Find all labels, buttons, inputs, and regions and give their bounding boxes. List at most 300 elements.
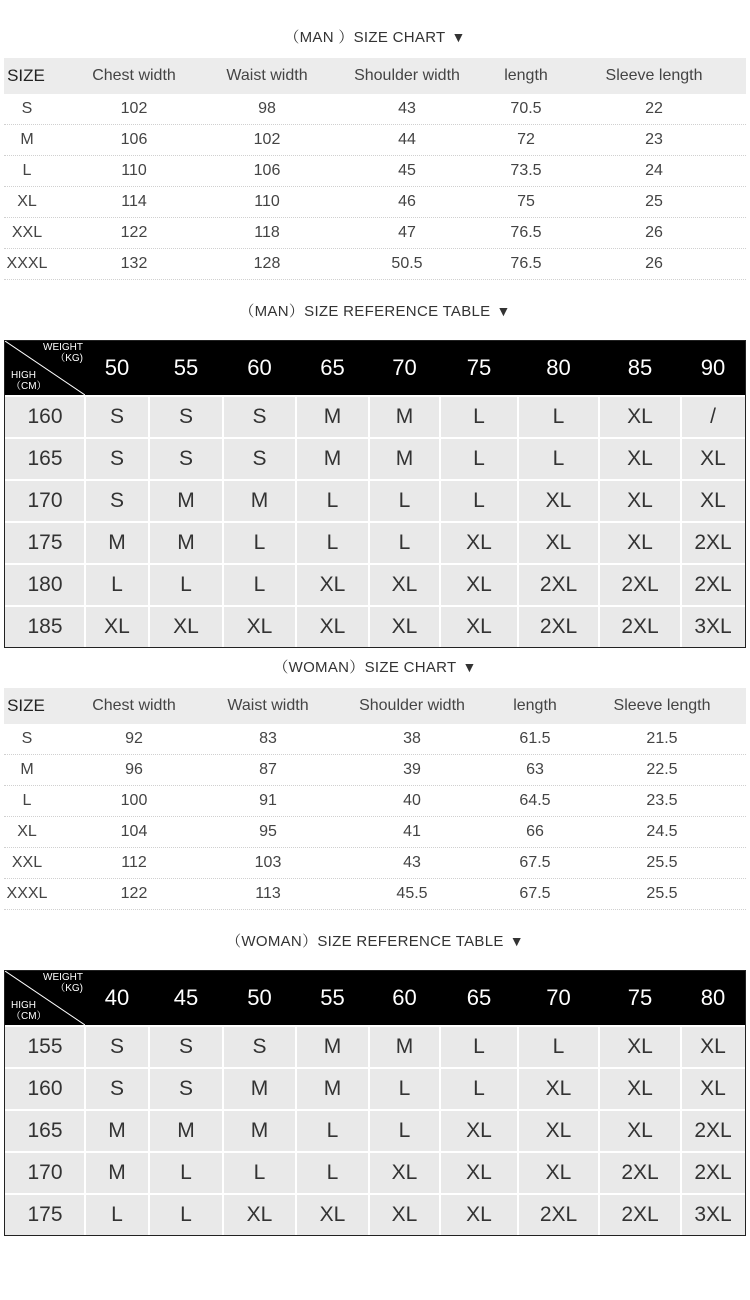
- measurement-cell: 23: [645, 131, 663, 148]
- column-divider: [368, 481, 370, 521]
- reference-row: [5, 1193, 745, 1235]
- measurement-cell: 61.5: [519, 730, 551, 747]
- size-chart-row: [4, 817, 746, 848]
- size-chart-row: [4, 156, 746, 187]
- size-cell: M: [323, 405, 342, 428]
- column-divider: [680, 1069, 682, 1109]
- cm-label: （CM）: [11, 381, 47, 392]
- column-divider: [295, 397, 297, 437]
- size-cell: M: [250, 1077, 269, 1100]
- measurement-cell: 76.5: [510, 224, 542, 241]
- size-cell: XL: [391, 615, 418, 638]
- size-cell: XL: [104, 615, 130, 638]
- column-divider: [84, 607, 86, 647]
- size-cell: /: [710, 405, 716, 428]
- measurement-cell: 110: [121, 162, 147, 179]
- column-divider: [148, 1069, 150, 1109]
- size-cell: L: [180, 1203, 192, 1226]
- size-cell: XL: [627, 447, 653, 470]
- woman-reference-heading: [0, 930, 750, 951]
- column-divider: [598, 1153, 600, 1193]
- size-cell: L: [473, 1035, 485, 1058]
- size-cell: XL: [627, 1077, 653, 1100]
- column-divider: [598, 481, 600, 521]
- size-chart-header-cell: length: [513, 697, 557, 714]
- reference-row: [5, 521, 745, 563]
- weight-header-cell: 80: [700, 985, 726, 1010]
- column-divider: [517, 1153, 519, 1193]
- weight-header-cell: 75: [466, 355, 492, 380]
- measurement-cell: 66: [526, 823, 544, 840]
- column-divider: [368, 1027, 370, 1067]
- height-cell: 180: [27, 573, 63, 596]
- column-divider: [368, 1153, 370, 1193]
- weight-header-cell: 55: [173, 355, 199, 380]
- size-label-cell: XXL: [11, 854, 43, 871]
- man-reference-table: [4, 340, 746, 648]
- measurement-cell: 38: [403, 730, 421, 747]
- size-chart-row: [4, 786, 746, 817]
- size-cell: L: [398, 1077, 411, 1100]
- size-label-cell: XXXL: [6, 885, 48, 902]
- triangle-down-icon: ▼: [496, 303, 511, 319]
- weight-header-cell: 60: [392, 985, 417, 1010]
- column-divider: [222, 565, 224, 605]
- size-cell: S: [252, 405, 267, 428]
- size-chart-row: [4, 848, 746, 879]
- measurement-cell: 67.5: [519, 854, 551, 871]
- weight-header-cell: 45: [173, 985, 199, 1010]
- column-divider: [680, 481, 682, 521]
- column-divider: [222, 397, 224, 437]
- size-cell: M: [323, 447, 342, 470]
- column-divider: [295, 1069, 297, 1109]
- size-cell: XL: [319, 615, 346, 638]
- size-cell: 2XL: [621, 1203, 659, 1226]
- size-cell: S: [109, 489, 124, 512]
- man-size-chart-title: （MAN ）SIZE CHART: [284, 29, 446, 46]
- column-divider: [439, 397, 441, 437]
- height-cell: 160: [27, 405, 63, 428]
- woman-reference-title: （WOMAN）SIZE REFERENCE TABLE: [226, 933, 504, 950]
- size-cell: XL: [466, 1119, 492, 1142]
- column-divider: [84, 1153, 86, 1193]
- size-cell: 2XL: [539, 615, 578, 638]
- measurement-cell: 23.5: [646, 792, 678, 809]
- column-divider: [368, 1111, 370, 1151]
- reference-row: [5, 1151, 745, 1193]
- column-divider: [680, 1027, 682, 1067]
- weight-header-cell: 50: [104, 355, 130, 380]
- man-size-chart-table: [4, 58, 746, 280]
- size-chart-row: [4, 755, 746, 786]
- size-chart-header-cell: Sleeve length: [613, 697, 711, 714]
- size-label-cell: XL: [17, 193, 37, 210]
- column-divider: [598, 397, 600, 437]
- column-divider: [222, 523, 224, 563]
- reference-row: [5, 479, 745, 521]
- measurement-cell: 63: [526, 761, 544, 778]
- size-chart-row: [4, 724, 746, 755]
- column-divider: [598, 1069, 600, 1109]
- column-divider: [680, 397, 682, 437]
- height-cell: 170: [27, 489, 63, 512]
- weight-header-cell: 55: [320, 985, 345, 1010]
- measurement-cell: 43: [398, 100, 416, 117]
- size-cell: XL: [391, 1203, 418, 1226]
- column-divider: [84, 523, 86, 563]
- weight-header-cell: 80: [546, 355, 571, 380]
- size-cell: L: [253, 1161, 266, 1184]
- size-cell: S: [109, 405, 124, 428]
- column-divider: [295, 1195, 297, 1235]
- measurement-cell: 43: [403, 854, 421, 871]
- weight-header-cell: 75: [627, 985, 653, 1010]
- size-cell: L: [398, 489, 411, 512]
- measurement-cell: 41: [403, 823, 421, 840]
- measurement-cell: 76.5: [510, 255, 542, 272]
- column-divider: [680, 565, 682, 605]
- reference-row: [5, 563, 745, 605]
- column-divider: [368, 523, 370, 563]
- size-label-cell: S: [21, 730, 33, 747]
- height-cell: 175: [27, 531, 63, 554]
- measurement-cell: 87: [259, 761, 277, 778]
- size-cell: 2XL: [621, 615, 659, 638]
- size-cell: XL: [466, 615, 492, 638]
- reference-row: [5, 395, 745, 437]
- height-cell: 155: [27, 1035, 63, 1058]
- measurement-cell: 24.5: [646, 823, 678, 840]
- measurement-cell: 91: [259, 792, 277, 809]
- reference-row: [5, 437, 745, 479]
- column-divider: [439, 1111, 441, 1151]
- height-cell: 170: [27, 1161, 63, 1184]
- column-divider: [295, 439, 297, 479]
- size-cell: 2XL: [694, 1161, 732, 1184]
- size-cell: L: [326, 1161, 339, 1184]
- size-label-cell: S: [21, 100, 33, 117]
- size-cell: XL: [545, 1161, 572, 1184]
- height-cell: 175: [27, 1203, 63, 1226]
- size-cell: M: [108, 531, 126, 554]
- size-cell: S: [178, 405, 193, 428]
- column-divider: [439, 439, 441, 479]
- column-divider: [84, 1195, 86, 1235]
- size-cell: L: [253, 531, 266, 554]
- height-label: HIGH: [11, 370, 36, 381]
- size-cell: XL: [545, 1119, 572, 1142]
- measurement-cell: 83: [259, 730, 277, 747]
- column-divider: [222, 1027, 224, 1067]
- weight-header-cell: 50: [247, 985, 272, 1010]
- size-label-cell: L: [22, 792, 32, 809]
- size-cell: S: [252, 1035, 267, 1058]
- size-cell: L: [552, 447, 565, 470]
- woman-size-chart-table: [4, 688, 746, 910]
- size-cell: M: [108, 1161, 126, 1184]
- size-cell: XL: [627, 405, 653, 428]
- column-divider: [148, 523, 150, 563]
- column-divider: [517, 439, 519, 479]
- size-cell: XL: [246, 1203, 273, 1226]
- column-divider: [517, 523, 519, 563]
- size-cell: M: [108, 1119, 126, 1142]
- column-divider: [680, 439, 682, 479]
- column-divider: [517, 397, 519, 437]
- measurement-cell: 110: [254, 193, 280, 210]
- column-divider: [295, 1027, 297, 1067]
- column-divider: [148, 397, 150, 437]
- column-divider: [439, 1069, 441, 1109]
- size-label-cell: XXL: [11, 224, 43, 241]
- size-cell: 2XL: [621, 573, 659, 596]
- woman-size-chart-title: （WOMAN）SIZE CHART: [273, 659, 457, 676]
- triangle-down-icon: ▼: [462, 659, 477, 675]
- size-cell: XL: [391, 1161, 418, 1184]
- size-cell: S: [178, 1077, 193, 1100]
- reference-row: [5, 1109, 745, 1151]
- triangle-down-icon: ▼: [451, 29, 466, 45]
- weight-header-cell: 90: [700, 355, 726, 380]
- weight-label: WEIGHT: [43, 972, 83, 983]
- measurement-cell: 26: [645, 224, 663, 241]
- column-divider: [295, 481, 297, 521]
- size-cell: XL: [466, 1161, 492, 1184]
- measurement-cell: 24: [645, 162, 663, 179]
- reference-corner-cell: [5, 341, 85, 395]
- measurement-cell: 22.5: [646, 761, 678, 778]
- column-divider: [517, 1195, 519, 1235]
- size-cell: 2XL: [694, 531, 732, 554]
- height-label: HIGH: [11, 1000, 36, 1011]
- triangle-down-icon: ▼: [509, 933, 524, 949]
- measurement-cell: 45: [398, 162, 416, 179]
- size-cell: 2XL: [539, 1203, 578, 1226]
- size-cell: 3XL: [694, 615, 732, 638]
- measurement-cell: 70.5: [510, 100, 542, 117]
- size-chart-header-cell: Waist width: [227, 697, 309, 714]
- size-cell: M: [395, 447, 414, 470]
- size-label-cell: XXXL: [6, 255, 48, 272]
- measurement-cell: 75: [517, 193, 535, 210]
- column-divider: [598, 523, 600, 563]
- column-divider: [368, 439, 370, 479]
- size-cell: L: [180, 1161, 192, 1184]
- column-divider: [148, 565, 150, 605]
- column-divider: [368, 565, 370, 605]
- size-cell: S: [178, 447, 193, 470]
- column-divider: [517, 607, 519, 647]
- size-cell: M: [250, 489, 269, 512]
- column-divider: [368, 607, 370, 647]
- column-divider: [148, 1153, 150, 1193]
- size-cell: L: [111, 573, 123, 596]
- size-cell: 3XL: [694, 1203, 732, 1226]
- column-divider: [84, 439, 86, 479]
- size-cell: XL: [319, 1203, 346, 1226]
- weight-header-cell: 65: [320, 355, 345, 380]
- size-chart-row: [4, 218, 746, 249]
- measurement-cell: 132: [120, 255, 148, 272]
- size-cell: 2XL: [694, 573, 732, 596]
- column-divider: [680, 1195, 682, 1235]
- reference-row: [5, 1067, 745, 1109]
- size-cell: XL: [466, 573, 492, 596]
- size-chart-header-cell: SIZE: [7, 696, 45, 715]
- size-cell: XL: [700, 489, 726, 512]
- column-divider: [439, 607, 441, 647]
- measurement-cell: 25: [645, 193, 663, 210]
- measurement-cell: 25.5: [646, 854, 678, 871]
- size-cell: L: [253, 573, 266, 596]
- measurement-cell: 106: [253, 162, 281, 179]
- column-divider: [517, 565, 519, 605]
- size-cell: L: [473, 1077, 485, 1100]
- column-divider: [295, 1153, 297, 1193]
- cm-label: （CM）: [11, 1011, 47, 1022]
- column-divider: [680, 607, 682, 647]
- size-cell: L: [552, 405, 565, 428]
- size-cell: L: [398, 1119, 411, 1142]
- measurement-cell: 102: [120, 100, 148, 117]
- size-chart-header-cell: Shoulder width: [354, 67, 460, 84]
- measurement-cell: 128: [253, 255, 281, 272]
- column-divider: [222, 1111, 224, 1151]
- size-cell: XL: [173, 615, 199, 638]
- column-divider: [680, 1153, 682, 1193]
- measurement-cell: 122: [120, 885, 148, 902]
- column-divider: [295, 1111, 297, 1151]
- woman-reference-table: [4, 970, 746, 1236]
- size-cell: M: [177, 489, 195, 512]
- column-divider: [84, 565, 86, 605]
- column-divider: [598, 565, 600, 605]
- size-cell: M: [177, 531, 195, 554]
- measurement-cell: 92: [125, 730, 143, 747]
- size-cell: L: [398, 531, 411, 554]
- column-divider: [439, 481, 441, 521]
- column-divider: [84, 1069, 86, 1109]
- column-divider: [84, 481, 86, 521]
- size-cell: XL: [627, 489, 653, 512]
- weight-header-cell: 70: [392, 355, 417, 380]
- column-divider: [439, 1153, 441, 1193]
- woman-size-chart-heading: [0, 656, 750, 677]
- size-cell: L: [552, 1035, 565, 1058]
- measurement-cell: 21.5: [646, 730, 678, 747]
- column-divider: [295, 565, 297, 605]
- size-cell: S: [178, 1035, 193, 1058]
- weight-header-cell: 40: [104, 985, 130, 1010]
- column-divider: [680, 1111, 682, 1151]
- column-divider: [222, 481, 224, 521]
- column-divider: [84, 1027, 86, 1067]
- size-cell: S: [109, 1035, 124, 1058]
- column-divider: [598, 1195, 600, 1235]
- column-divider: [222, 1195, 224, 1235]
- weight-header-cell: 65: [466, 985, 492, 1010]
- man-size-chart-heading: [0, 26, 750, 47]
- measurement-cell: 45.5: [396, 885, 428, 902]
- measurement-cell: 122: [120, 224, 148, 241]
- column-divider: [517, 1111, 519, 1151]
- weight-header-cell: 85: [627, 355, 653, 380]
- size-cell: 2XL: [539, 573, 578, 596]
- height-cell: 185: [27, 615, 63, 638]
- column-divider: [368, 1195, 370, 1235]
- column-divider: [517, 1027, 519, 1067]
- column-divider: [368, 397, 370, 437]
- measurement-cell: 39: [403, 761, 421, 778]
- column-divider: [84, 397, 86, 437]
- measurement-cell: 106: [120, 131, 148, 148]
- size-cell: XL: [319, 573, 346, 596]
- size-cell: XL: [391, 573, 418, 596]
- size-cell: L: [326, 1119, 339, 1142]
- size-cell: M: [323, 1077, 342, 1100]
- size-cell: XL: [627, 531, 653, 554]
- size-chart-header-cell: Chest width: [92, 67, 176, 84]
- size-cell: L: [473, 447, 485, 470]
- height-cell: 165: [27, 447, 63, 470]
- column-divider: [222, 1153, 224, 1193]
- size-chart-row: [4, 879, 746, 910]
- size-cell: XL: [466, 1203, 492, 1226]
- size-chart-header-cell: Shoulder width: [359, 697, 465, 714]
- size-cell: XL: [466, 531, 492, 554]
- height-cell: 165: [27, 1119, 63, 1142]
- size-label-cell: XL: [17, 823, 37, 840]
- column-divider: [439, 1195, 441, 1235]
- size-cell: S: [252, 447, 267, 470]
- size-label-cell: L: [22, 162, 32, 179]
- column-divider: [368, 1069, 370, 1109]
- size-chart-row: [4, 125, 746, 156]
- size-cell: L: [180, 573, 192, 596]
- height-cell: 160: [27, 1077, 63, 1100]
- column-divider: [439, 565, 441, 605]
- measurement-cell: 22: [645, 100, 663, 117]
- column-divider: [148, 1111, 150, 1151]
- column-divider: [598, 607, 600, 647]
- size-cell: XL: [700, 1077, 726, 1100]
- size-chart-header-row: [4, 688, 746, 724]
- measurement-cell: 64.5: [519, 792, 551, 809]
- column-divider: [295, 607, 297, 647]
- weight-header-cell: 70: [546, 985, 571, 1010]
- measurement-cell: 25.5: [646, 885, 678, 902]
- column-divider: [148, 439, 150, 479]
- man-reference-heading: [0, 300, 750, 321]
- size-cell: XL: [627, 1119, 653, 1142]
- reference-row: [5, 605, 745, 647]
- reference-header-row: [5, 971, 745, 1025]
- size-chart-header-cell: SIZE: [7, 66, 45, 85]
- measurement-cell: 26: [645, 255, 663, 272]
- size-chart-header-cell: Chest width: [92, 697, 176, 714]
- column-divider: [598, 1027, 600, 1067]
- measurement-cell: 102: [253, 131, 281, 148]
- column-divider: [148, 1027, 150, 1067]
- size-cell: XL: [627, 1035, 653, 1058]
- size-cell: 2XL: [694, 1119, 732, 1142]
- size-cell: XL: [700, 1035, 726, 1058]
- column-divider: [517, 481, 519, 521]
- measurement-cell: 104: [120, 823, 148, 840]
- measurement-cell: 113: [255, 885, 281, 902]
- size-cell: XL: [545, 489, 572, 512]
